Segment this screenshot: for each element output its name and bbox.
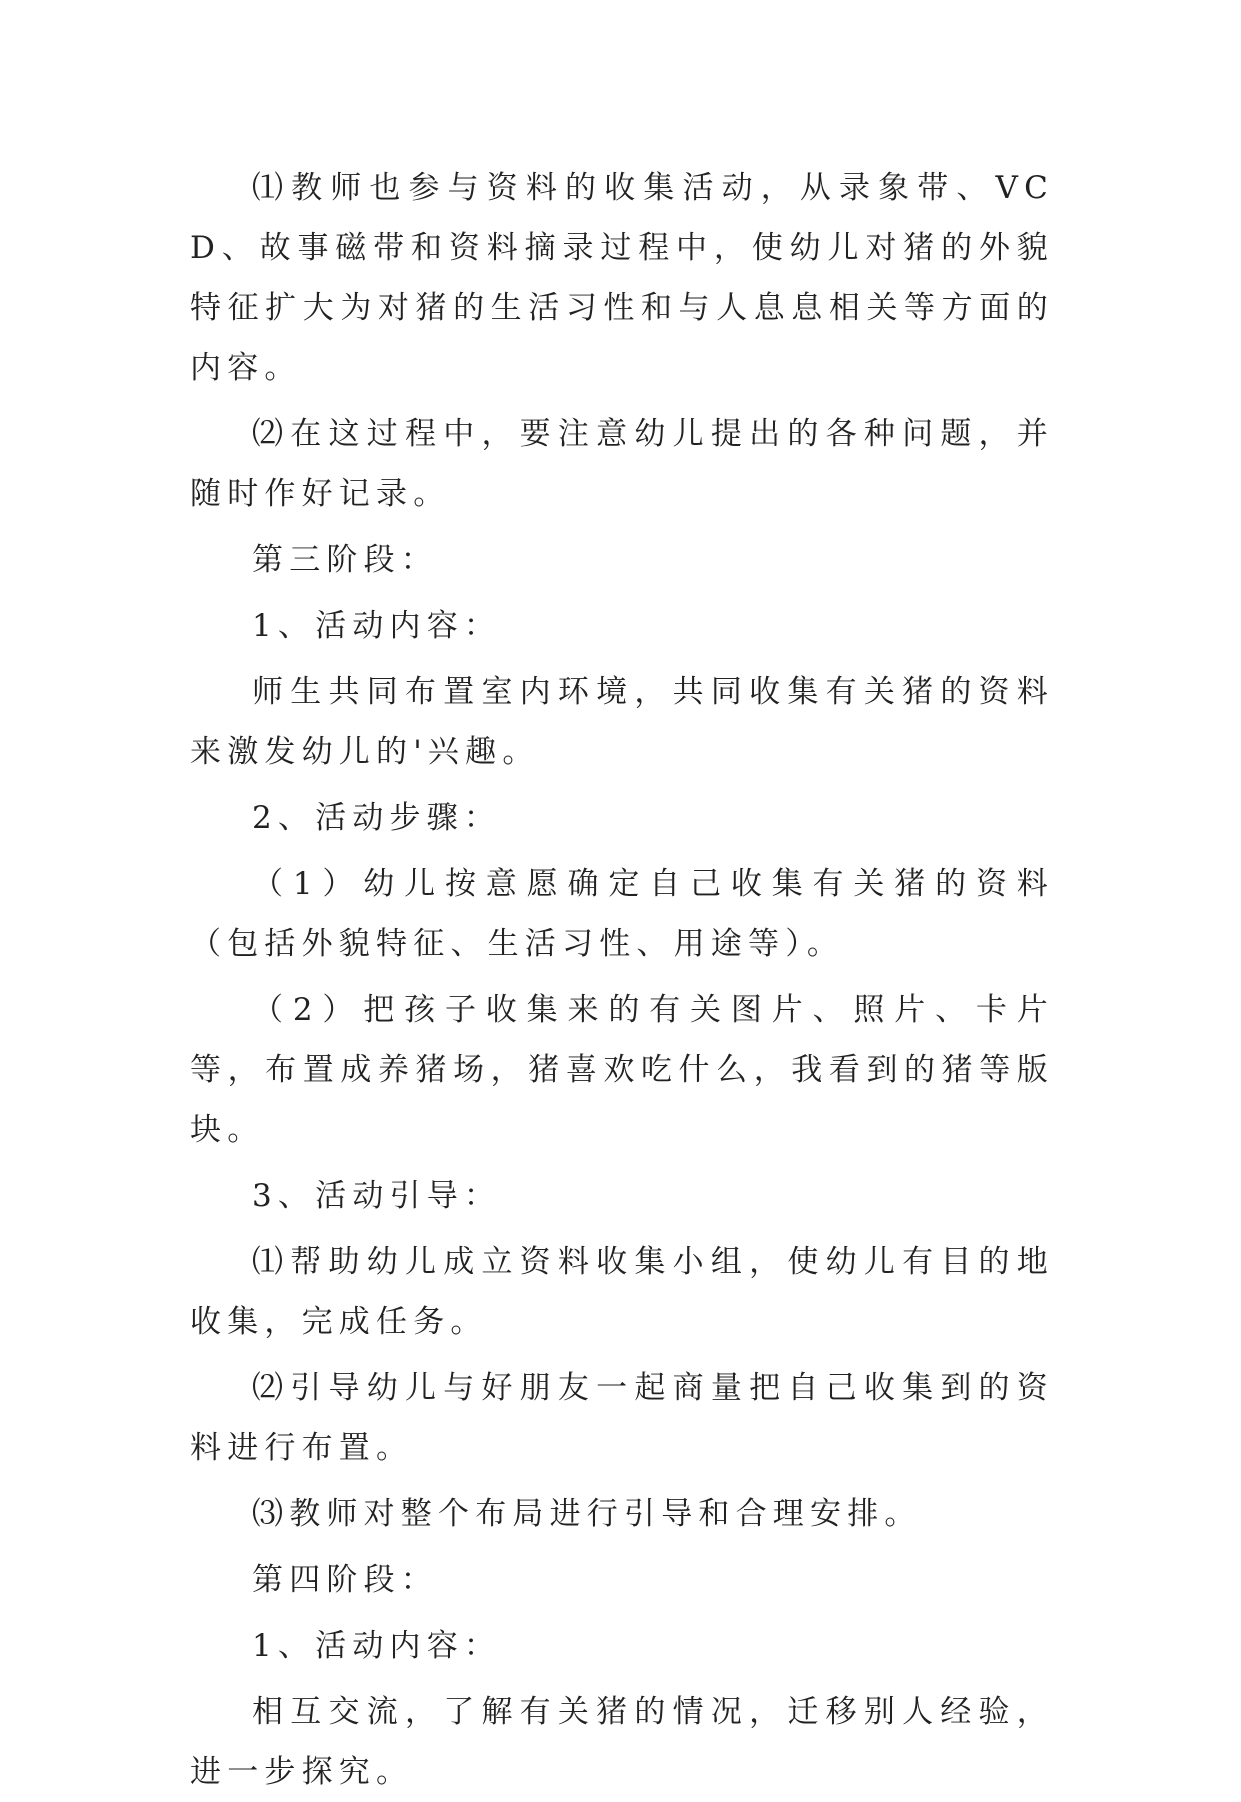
document-body <box>190 158 1054 1802</box>
paragraph-record-questions: ⑵在这过程中，要注意幼儿提出的各种问题，并随时作好记录。 <box>190 416 1054 512</box>
paragraph-guidance-1: ⑴帮助幼儿成立资料收集小组，使幼儿有目的地收集，完成任务。 <box>190 1244 1054 1340</box>
paragraph-guidance-3: ⑶教师对整个布局进行引导和合理安排。 <box>252 1496 922 1532</box>
paragraph-step-2: （2）把孩子收集来的有关图片、照片、卡片等，布置成养猪场，猪喜欢吃什么，我看到的猪等版块。 <box>190 992 1054 1148</box>
heading-activity-steps: 2、活动步骤： <box>252 800 502 836</box>
heading-stage-four: 第四阶段： <box>252 1562 438 1598</box>
paragraph-guidance-2: ⑵引导幼儿与好朋友一起商量把自己收集到的资料进行布置。 <box>190 1370 1054 1466</box>
heading-activity-guidance: 3、活动引导： <box>252 1178 502 1214</box>
paragraph-teacher-collection: ⑴教师也参与资料的收集活动，从录象带、VCD、故事磁带和资料摘录过程中，使幼儿对猪的外貌特征扩大为对猪的生活习性和与人息息相关等方面的内容。 <box>190 170 1054 386</box>
heading-stage-three: 第三阶段： <box>252 542 438 578</box>
heading-activity-content-1: 1、活动内容： <box>252 608 502 644</box>
heading-activity-content-2: 1、活动内容： <box>252 1628 502 1664</box>
paragraph-arrange-environment: 师生共同布置室内环境，共同收集有关猪的资料来激发幼儿的'兴趣。 <box>190 674 1054 770</box>
paragraph-exchange: 相互交流，了解有关猪的情况，迁移别人经验，进一步探究。 <box>190 1694 1054 1790</box>
paragraph-step-1: （1）幼儿按意愿确定自己收集有关猪的资料（包括外貌特征、生活习性、用途等）。 <box>190 866 1054 962</box>
